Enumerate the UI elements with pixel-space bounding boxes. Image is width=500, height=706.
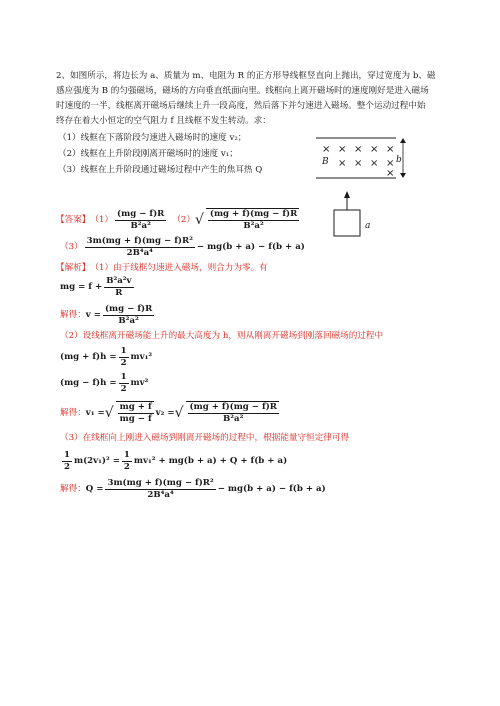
- sqrt-icon: √: [174, 404, 184, 421]
- answer-row-3: [60, 236, 305, 259]
- problem-line-3: 时速度的一半，线框离开磁场后继续上升一段高度，然后落下并匀速进入磁场。整个运动过程中始: [56, 101, 426, 111]
- question-3: （3）线框在上升阶段通过磁场过程中产生的焦耳热 Q: [58, 165, 263, 175]
- eq2-denominator: B²a²: [118, 316, 139, 326]
- problem-line-1: 2、如图所示，将边长为 a、质量为 m、电阻为 R 的正方形导线框竖直向上抛出，穿过宽度为 b、磁: [56, 71, 436, 81]
- cross-mark: ×: [338, 158, 347, 169]
- eq3-denominator: 2: [120, 358, 127, 368]
- analysis-step-1: [56, 262, 268, 275]
- eq5-numerator: (mg + f)(mg − f)R: [189, 402, 277, 412]
- eq3-right: mv₁²: [130, 352, 153, 362]
- eq7-tail: − mg(b + a) − f(b + a): [217, 484, 326, 494]
- eq5-mid: v₂ =: [155, 407, 175, 418]
- answer-1-numerator: (mg − f)R: [117, 208, 165, 219]
- answer-tag: 【答案】: [56, 214, 91, 225]
- question-1: （1）线框在下落阶段匀速进入磁场时的速度 v₂；: [58, 133, 247, 143]
- analysis-step-3: （3）在线框向上刚进入磁场到刚离开磁场的过程中，根据能量守恒定律可得: [60, 433, 350, 443]
- eq6-right: mv₁² + mg(b + a) + Q + f(b + a): [133, 456, 288, 466]
- eq4-numerator: 1: [120, 372, 127, 382]
- eq6-denominator: 2: [64, 462, 70, 472]
- sqrt-icon: √: [194, 211, 204, 228]
- eq5-inner-numerator: mg + f: [119, 402, 152, 412]
- eq5-denominator: B²a²: [223, 414, 244, 424]
- eq7-denominator: 2B⁴a⁴: [147, 490, 174, 500]
- eq6-numerator: 1: [64, 450, 70, 460]
- cross-mark: ×: [386, 158, 395, 169]
- answer-part-3-label: （3）: [60, 242, 83, 252]
- answer-1-denominator: B²a²: [130, 220, 151, 231]
- answer-3-denominator: 2B⁴a⁴: [126, 248, 153, 258]
- cross-mark: ×: [386, 168, 395, 179]
- cross-mark: ×: [354, 144, 363, 155]
- question-2: （2）线框在上升阶段刚离开磁场时的速度 v₁；: [58, 149, 238, 159]
- problem-line-4: 终存在着大小恒定的空气阻力 f 且线框不发生转动。求：: [56, 116, 271, 126]
- width-arrow-down: [400, 173, 406, 178]
- field-label-b-upper: B: [322, 157, 329, 167]
- eq1-fraction: [104, 276, 133, 299]
- answer-part-1-label: （1）: [90, 214, 114, 225]
- sqrt-icon: √: [104, 404, 114, 421]
- magnetic-field-figure: [310, 134, 420, 188]
- eq4-denominator: 2: [120, 384, 127, 394]
- eq1-denominator: R: [115, 288, 123, 298]
- solve-label: 解得：: [60, 407, 86, 418]
- eq6-mid: m(2v₁)² =: [73, 456, 120, 466]
- cross-mark: ×: [354, 158, 363, 169]
- wire-loop-figure: [328, 190, 388, 246]
- equation-7: [60, 478, 326, 501]
- width-label: b: [396, 155, 402, 165]
- eq3-left: (mg + f)h =: [60, 352, 117, 362]
- cross-mark: ×: [322, 144, 331, 155]
- solve-label: 解得：: [60, 310, 86, 320]
- eq5-left: v₁ =: [85, 407, 105, 418]
- eq2-fraction: [103, 304, 154, 327]
- eq7-fraction: [105, 478, 215, 501]
- eq7-left: Q =: [85, 484, 104, 494]
- square-loop: [334, 210, 360, 236]
- eq3-fraction: [119, 346, 129, 369]
- answer-2-numerator: (mg + f)(mg − f)R: [209, 209, 298, 219]
- eq6-denominator: 2: [123, 462, 130, 472]
- eq5-inner-denominator: mg − f: [119, 414, 152, 424]
- eq6-fraction-right: [122, 450, 132, 473]
- equation-1: [60, 276, 136, 299]
- equation-4: [60, 372, 148, 395]
- answer-row-1: [56, 208, 301, 232]
- equation-5: [60, 401, 281, 425]
- eq1-left: mg = f +: [60, 282, 103, 292]
- width-arrow-up: [400, 138, 406, 143]
- eq1-numerator: B²a²v: [106, 276, 132, 286]
- problem-line-2: 感应强度为 B 的匀强磁场，磁场的方向垂直纸面向里。线框向上离开磁场时的速度刚好是进入磁场: [56, 86, 429, 96]
- eq6-numerator: 1: [123, 450, 130, 460]
- cross-mark: ×: [370, 144, 379, 155]
- solve-label: 解得：: [60, 484, 86, 494]
- cross-mark: ×: [386, 144, 395, 155]
- answer-3-numerator: 3m(mg + f)(mg − f)R²: [86, 236, 193, 246]
- eq4-fraction: [119, 372, 129, 395]
- cross-mark: ×: [338, 144, 347, 155]
- cross-mark: ×: [370, 158, 379, 169]
- eq3-numerator: 1: [120, 346, 127, 356]
- equation-2: [60, 304, 156, 327]
- answer-3-fraction: [85, 236, 195, 259]
- equation-3: [60, 346, 152, 369]
- loop-side-label: a: [365, 221, 371, 231]
- eq4-left: (mg − f)h =: [60, 378, 117, 388]
- answer-1-fraction: [115, 209, 166, 232]
- eq2-left: v =: [85, 310, 101, 320]
- answer-2-denominator: B²a²: [243, 221, 264, 231]
- equation-6: [60, 450, 287, 473]
- eq2-numerator: (mg − f)R: [104, 304, 153, 314]
- analysis-tag: 【解析】: [56, 263, 91, 273]
- eq7-numerator: 3m(mg + f)(mg − f)R²: [107, 478, 214, 488]
- answer-part-2-label: （2）: [172, 214, 195, 225]
- velocity-arrowhead: [344, 191, 350, 198]
- analysis-step-2: （2）设线框离开磁场能上升的最大高度为 h，则从刚离开磁场到刚落回磁场的过程中: [60, 331, 384, 341]
- answer-3-tail: − mg(b + a) − f(b + a): [196, 242, 305, 252]
- answer-2-fraction: [206, 208, 299, 232]
- eq6-fraction-left: [62, 450, 72, 473]
- eq5-inner-fraction: [116, 401, 154, 425]
- eq5-fraction: [186, 401, 279, 425]
- analysis-step-1-text: （1）由于线框匀速进入磁场，则合力为零。有: [90, 263, 268, 273]
- eq4-right: mv²: [130, 378, 149, 388]
